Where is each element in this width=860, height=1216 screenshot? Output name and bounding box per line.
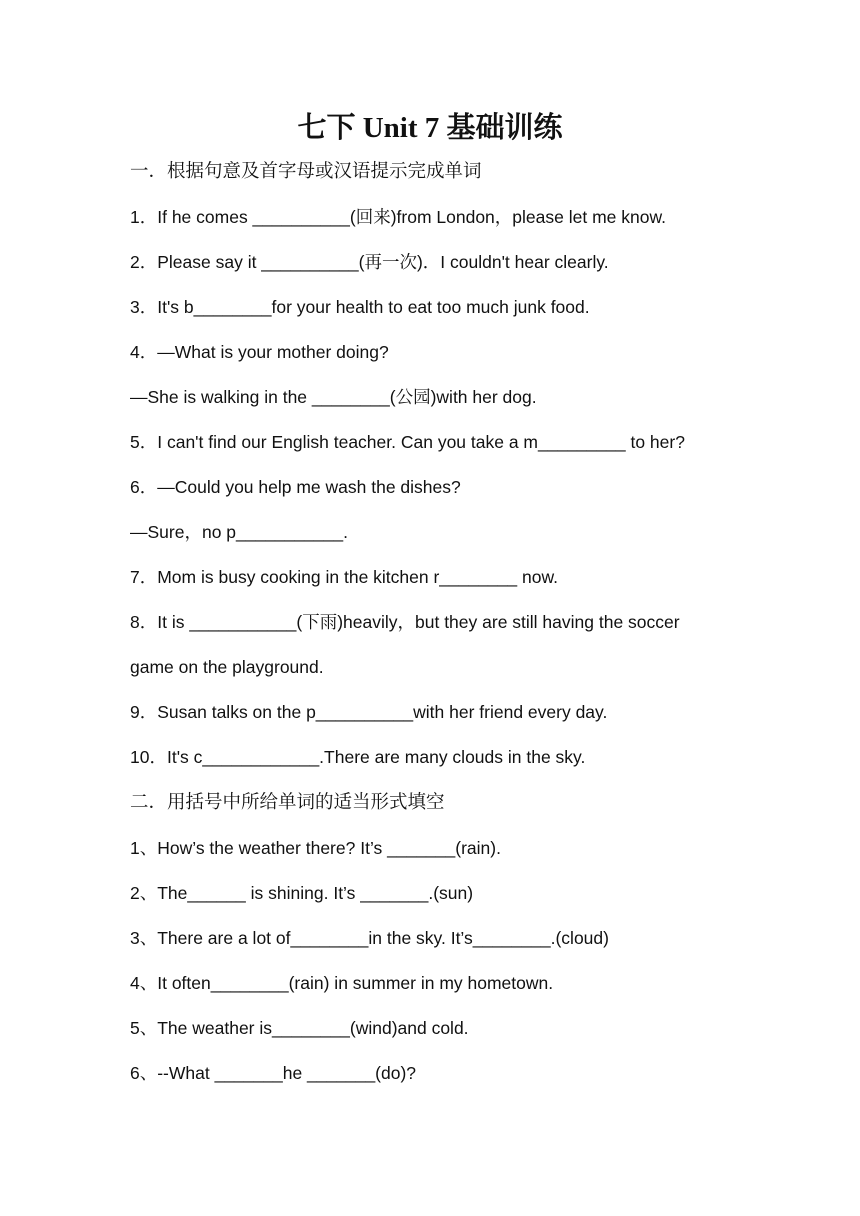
question-line: 6、--What _______he _______(do)? <box>130 1063 417 1083</box>
question-line: 3、There are a lot of________in the sky. It’s________.(cloud) <box>130 928 609 948</box>
question-line: 8．It is ___________(下雨)heavily，but they are still having the soccer <box>130 612 680 632</box>
question-line: 10．It's c____________.There are many clouds in the sky. <box>130 747 586 767</box>
question-line: 7．Mom is busy cooking in the kitchen r________ now. <box>130 567 559 587</box>
question-line: 2．Please say it __________(再一次)．I couldn't hear clearly. <box>130 252 609 272</box>
section-2-heading: 二．用括号中所给单词的适当形式填空 <box>130 792 445 813</box>
section-1-heading: 一．根据句意及首字母或汉语提示完成单词 <box>130 161 482 182</box>
question-line: 4．—What is your mother doing? <box>130 342 389 362</box>
question-line: —She is walking in the ________(公园)with her dog. <box>130 387 537 407</box>
question-line: 1、How’s the weather there? It’s _______(rain). <box>130 838 501 858</box>
question-line: 4、It often________(rain) in summer in my hometown. <box>130 973 554 993</box>
question-line: 5、The weather is________(wind)and cold. <box>130 1018 469 1038</box>
question-line: 5．I can't find our English teacher. Can you take a m_________ to her? <box>130 432 685 452</box>
question-line: —Sure，no p___________. <box>130 522 348 542</box>
page-title: 七下 Unit 7 基础训练 <box>297 112 563 144</box>
question-line: 1．If he comes __________(回来)from London，please let me know. <box>130 207 666 227</box>
question-line: 9．Susan talks on the p__________with her friend every day. <box>130 702 608 722</box>
question-line: 3．It's b________for your health to eat too much junk food. <box>130 297 590 317</box>
question-line: 2、The______ is shining. It’s _______.(sun) <box>130 883 474 903</box>
question-line: game on the playground. <box>130 657 324 677</box>
question-line: 6．—Could you help me wash the dishes? <box>130 477 461 497</box>
